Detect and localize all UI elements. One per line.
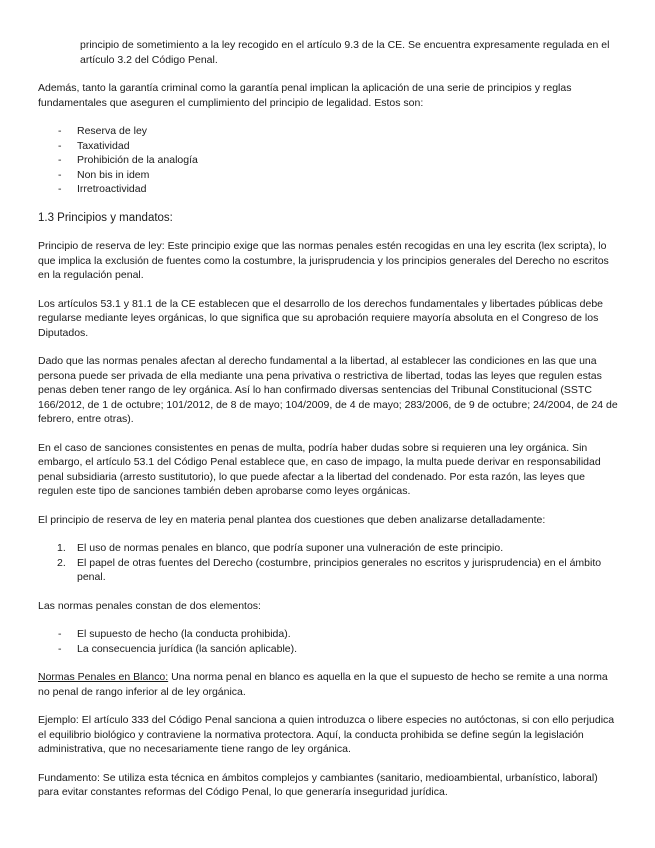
blanco-term: Normas Penales en Blanco: bbox=[38, 671, 169, 683]
list-item-text: Prohibición de la analogía bbox=[77, 154, 198, 166]
continuation-paragraph: principio de sometimiento a la ley recogido en el artículo 9.3 de la CE. Se encuentra expresamente regulada en el artículo 3.2 del Código Penal. bbox=[80, 39, 610, 66]
list-item bbox=[38, 139, 620, 154]
elements-list bbox=[38, 627, 620, 656]
list-item bbox=[38, 153, 620, 168]
list-bullet: - bbox=[58, 183, 62, 195]
list-item-text: La consecuencia jurídica (la sanción aplicable). bbox=[77, 642, 298, 655]
list-bullet: - bbox=[58, 168, 62, 181]
section-heading: 1.3 Principios y mandatos: bbox=[38, 211, 173, 224]
list-item-text: Irretroactividad bbox=[77, 183, 147, 195]
list-item bbox=[38, 627, 620, 642]
articulos-paragraph: Los artículos 53.1 y 81.1 de la CE establecen que el desarrollo de los derechos fundamentales y libertades públicas debe regularse mediante leyes orgánicas, lo que significa que su aprobación requiere mayoría absoluta en el Congreso de los Diputados. bbox=[38, 297, 604, 339]
list-item bbox=[38, 541, 620, 556]
list-item bbox=[38, 182, 620, 197]
principles-list bbox=[38, 124, 620, 197]
list-item bbox=[38, 168, 620, 183]
multa-paragraph: En el caso de sanciones consistentes en penas de multa, podría haber dudas sobre si requieren una ley orgánica. Sin embargo, el artículo 53.1 del Código Penal establece que, en caso de impago, la multa puede derivar en responsabilidad penal subsidiaria (arresto sustitutorio), lo que puede afectar a la libertad del condenado. Por esta razón, las leyes que regulen este tipo de sanciones también deben aprobarse como leyes orgánicas. bbox=[38, 441, 601, 497]
blanco-definition: Una norma penal en blanco es aquella en la que el supuesto de hecho se remite a una norma no penal de rango inferior al de ley orgánica. bbox=[38, 671, 608, 698]
list-item-text: Non bis in idem bbox=[77, 168, 150, 181]
dado-paragraph: Dado que las normas penales afectan al derecho fundamental a la libertad, al establecer las condiciones en las que una persona puede ser privada de ella mediante una pena privativa o restrictiva de libertad, todas las leyes que regulen estas penas deben tener rango de ley orgánica. Así lo han confirmado diversas sentencias del Tribunal Constitucional (SSTC 166/2012, de 1 de octubre; 101/2012, de 8 de mayo; 104/2009, de 4 de mayo; 283/2006, de 9 de octubre; 24/2004, de 24 de febrero, entre otras). bbox=[38, 355, 618, 425]
intro-paragraph: Además, tanto la garantía criminal como la garantía penal implican la aplicación de una serie de principios y reglas fundamentales que aseguren el cumplimiento del principio de legalidad. Estos son: bbox=[38, 82, 572, 109]
ejemplo-paragraph: Ejemplo: El artículo 333 del Código Penal sanciona a quien introduzca o libere especies no autóctonas, si con ello perjudica el equilibrio biológico y contraviene la normativa protectora. Aquí, la conducta prohibida se define según la legislación administrativa, que no necesariamente tiene rango de ley orgánica. bbox=[38, 714, 615, 755]
list-number: 1. bbox=[57, 542, 66, 554]
questions-list bbox=[38, 541, 620, 585]
list-item bbox=[38, 642, 620, 657]
list-bullet: - bbox=[58, 642, 62, 655]
blanco-paragraph bbox=[38, 670, 620, 699]
list-bullet: - bbox=[58, 139, 62, 152]
list-item-text: El papel de otras fuentes del Derecho (costumbre, principios generales no escritos y jurisprudencia) en el ámbito penal. bbox=[77, 556, 602, 583]
fundamento-paragraph: Fundamento: Se utiliza esta técnica en ámbitos complejos y cambiantes (sanitario, medioambiental, urbanístico, laboral) para evitar constantes reformas del Código Penal, lo que generaría inseguridad jurídica. bbox=[38, 771, 598, 798]
document-page bbox=[38, 38, 620, 814]
list-item-text: Reserva de ley bbox=[77, 125, 148, 137]
list-bullet: - bbox=[58, 154, 62, 166]
list-item bbox=[38, 124, 620, 139]
list-number: 2. bbox=[57, 556, 66, 569]
list-item bbox=[38, 556, 620, 585]
list-item-text: El supuesto de hecho (la conducta prohibida). bbox=[77, 628, 291, 640]
reserva-paragraph: Principio de reserva de ley: Este principio exige que las normas penales estén recogidas en una ley escrita (lex scripta), lo que implica la exclusión de fuentes como la costumbre, la jurisprudencia y los principios generales del Derecho no escritos en la regulación penal. bbox=[38, 240, 609, 281]
list-bullet: - bbox=[58, 628, 62, 640]
cuestiones-paragraph: El principio de reserva de ley en materia penal plantea dos cuestiones que deben analizarse detalladamente: bbox=[38, 513, 546, 526]
elementos-paragraph: Las normas penales constan de dos elementos: bbox=[38, 599, 261, 612]
list-bullet: - bbox=[58, 125, 62, 137]
list-item-text: El uso de normas penales en blanco, que podría suponer una vulneración de este principio. bbox=[77, 542, 504, 554]
list-item-text: Taxatividad bbox=[77, 139, 130, 152]
